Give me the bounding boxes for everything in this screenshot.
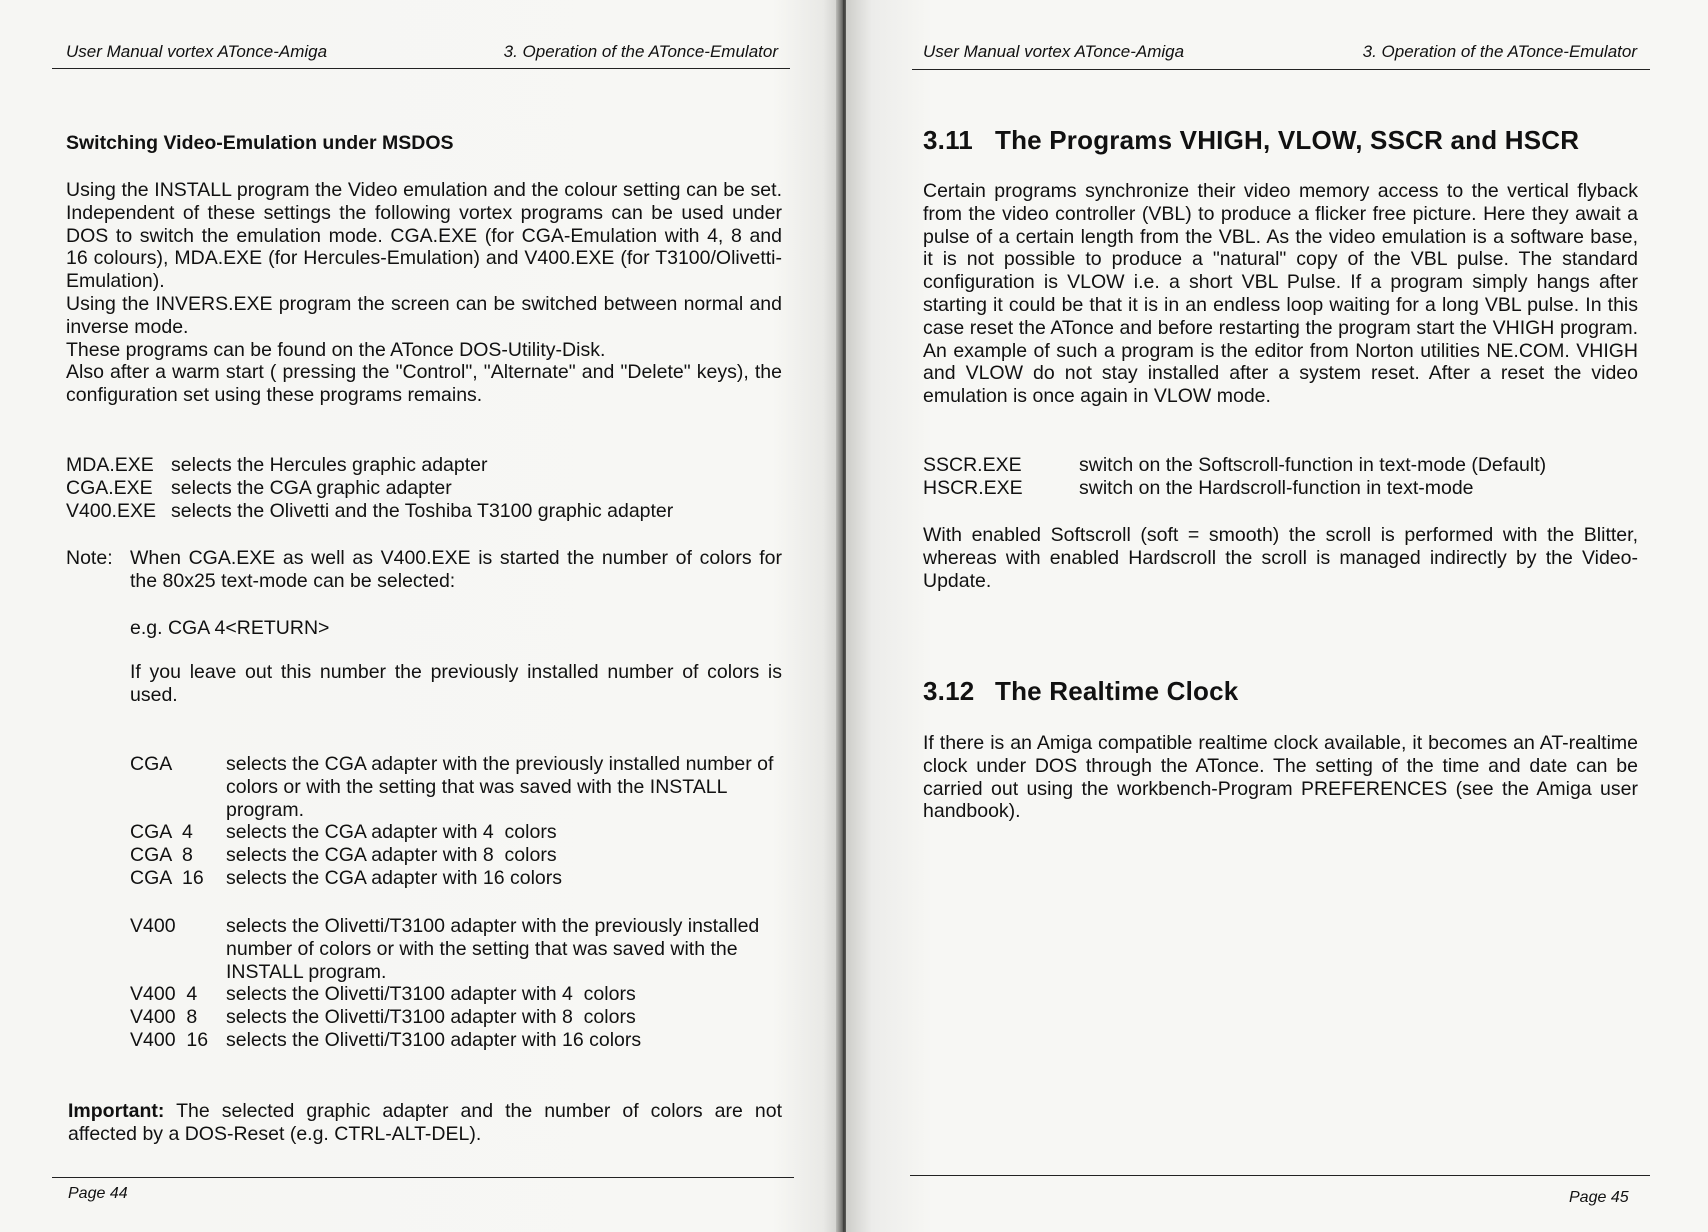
important-label: Important: bbox=[68, 1100, 165, 1122]
list-item bbox=[130, 821, 780, 844]
note-label: Note: bbox=[66, 547, 113, 569]
section-number: 3.12 bbox=[923, 676, 975, 706]
section-heading bbox=[923, 125, 1579, 156]
leave-out-text bbox=[130, 661, 782, 707]
important-text: The selected graphic adapter and the number of colors are not affected by a DOS-Reset (e.g. CTRL-ALT-DEL). bbox=[68, 1100, 782, 1145]
program-name: HSCR.EXE bbox=[923, 476, 1023, 499]
page-number: Page 45 bbox=[1569, 1189, 1629, 1206]
program-name: SSCR.EXE bbox=[923, 454, 1022, 476]
intro-text bbox=[66, 179, 782, 407]
list-item bbox=[130, 1006, 780, 1029]
program-name: MDA.EXE bbox=[66, 454, 154, 476]
command: CGA 16 bbox=[130, 866, 204, 889]
header-rule bbox=[52, 68, 790, 69]
section-312-text bbox=[923, 732, 1638, 823]
note-row bbox=[66, 547, 782, 593]
header-chapter-title: 3. Operation of the ATonce-Emulator bbox=[1362, 42, 1637, 61]
command: CGA 8 bbox=[130, 844, 193, 867]
list-item bbox=[923, 454, 1638, 477]
program-desc: switch on the Hardscroll-function in text-mode bbox=[1079, 476, 1474, 499]
program-name: V400.EXE bbox=[66, 499, 156, 522]
section-number: 3.11 bbox=[923, 125, 973, 155]
cga-options bbox=[130, 753, 780, 890]
command-desc: selects the Olivetti/T3100 adapter with 8 colors bbox=[226, 1006, 636, 1029]
header-chapter-title: 3. Operation of the ATonce-Emulator bbox=[503, 42, 778, 61]
note-text: When CGA.EXE as well as V400.EXE is started the number of colors for the 80x25 text-mode can be selected: bbox=[130, 547, 782, 592]
right-page bbox=[846, 0, 1708, 1232]
paragraph bbox=[68, 1100, 782, 1146]
paragraph: Using the INVERS.EXE program the screen can be switched between normal and inverse mode. bbox=[66, 292, 782, 338]
important-note bbox=[68, 1100, 782, 1146]
section-title: The Realtime Clock bbox=[995, 676, 1239, 706]
section-311-text bbox=[923, 180, 1638, 408]
list-item bbox=[130, 844, 780, 867]
list-item bbox=[130, 1029, 780, 1052]
left-page bbox=[0, 0, 840, 1232]
right-page-header bbox=[923, 38, 1637, 62]
program-desc: switch on the Softscroll-function in text-mode (Default) bbox=[1079, 454, 1547, 476]
program-name: CGA.EXE bbox=[66, 476, 153, 499]
example-text: e.g. CGA 4<RETURN> bbox=[130, 617, 330, 639]
list-item bbox=[130, 753, 780, 821]
v400-options bbox=[130, 915, 780, 1052]
command-desc: selects the CGA adapter with 16 colors bbox=[226, 866, 563, 889]
paragraph: Also after a warm start ( pressing the "Control", "Alternate" and "Delete" keys), the configuration set using these programs remains. bbox=[66, 361, 782, 407]
command-desc: selects the Olivetti/T3100 adapter with the previously installed number of colors or with the setting that was saved with the INSTALL program. bbox=[226, 915, 760, 983]
list-item bbox=[66, 500, 782, 523]
list-item bbox=[66, 477, 782, 500]
list-item bbox=[66, 454, 782, 477]
note-block bbox=[66, 547, 782, 593]
command-desc: selects the CGA adapter with the previously installed number of colors or with the setting that was saved with the INSTALL program. bbox=[226, 753, 774, 821]
page-number: Page 44 bbox=[68, 1185, 128, 1202]
list-item bbox=[130, 983, 780, 1006]
section-heading bbox=[923, 676, 1238, 707]
header-manual-title: User Manual vortex ATonce-Amiga bbox=[66, 42, 328, 61]
footer-rule bbox=[52, 1177, 794, 1178]
list-item bbox=[130, 867, 780, 890]
paragraph: If there is an Amiga compatible realtime clock available, it becomes an AT-realtime clock under DOS through the ATonce. The setting of the time and date can be carried out using the workbench-Program PREFERENCES (see the Amiga user handbook). bbox=[923, 732, 1638, 823]
command: V400 bbox=[130, 915, 176, 937]
paragraph: Certain programs synchronize their video memory access to the vertical flyback from the video controller (VBL) to produce a flicker free picture. Here they await a pulse of a certain length from the VBL. As the video emulation is a software base, it is not possible to produce a "natural" copy of the VBL pulse. The standard configuration is VLOW i.e. a short VBL Pulse. If a program simply hangs after starting it could be that it is in an endless loop waiting for a long VBL pulse. In this case reset the ATonce and before restarting the program start the VHIGH program. An example of such a program is the editor from Norton utilities NE.COM. VHIGH and VLOW do not stay installed after a system reset. After a reset the video emulation is once again in VLOW mode. bbox=[923, 180, 1638, 408]
header-manual-title: User Manual vortex ATonce-Amiga bbox=[923, 42, 1185, 61]
scroll-program-list bbox=[923, 454, 1638, 500]
subheading: Switching Video-Emulation under MSDOS bbox=[66, 132, 454, 154]
command: V400 8 bbox=[130, 1006, 198, 1029]
command: CGA 4 bbox=[130, 821, 193, 844]
program-list bbox=[66, 454, 782, 522]
section-title: The Programs VHIGH, VLOW, SSCR and HSCR bbox=[995, 125, 1580, 155]
command: V400 4 bbox=[130, 983, 198, 1006]
scroll-text bbox=[923, 524, 1638, 592]
list-item bbox=[923, 477, 1638, 500]
paragraph: With enabled Softscroll (soft = smooth) the scroll is performed with the Blitter, whereas with enabled Hardscroll the scroll is managed indirectly by the Video-Update. bbox=[923, 524, 1638, 592]
command: V400 16 bbox=[130, 1028, 209, 1051]
left-page-header bbox=[66, 38, 778, 62]
command-desc: selects the Olivetti/T3100 adapter with 16 colors bbox=[226, 1028, 642, 1051]
command-desc: selects the CGA adapter with 4 colors bbox=[226, 821, 557, 844]
program-desc: selects the Olivetti and the Toshiba T3100 graphic adapter bbox=[171, 499, 674, 522]
footer-rule bbox=[910, 1175, 1650, 1176]
program-desc: selects the Hercules graphic adapter bbox=[171, 454, 488, 476]
list-item bbox=[130, 915, 780, 983]
paragraph: Using the INSTALL program the Video emulation and the colour setting can be set. Independent of these settings the following vortex programs can be used under DOS to switch the emulation mode. CGA.EXE (for CGA-Emulation with 4, 8 and 16 colours), MDA.EXE (for Hercules-Emulation) and V400.EXE (for T3100/Olivetti-Emulation). bbox=[66, 179, 782, 293]
header-rule bbox=[912, 69, 1650, 70]
paragraph: If you leave out this number the previously installed number of colors is used. bbox=[130, 661, 782, 706]
program-desc: selects the CGA graphic adapter bbox=[171, 476, 452, 499]
command-desc: selects the CGA adapter with 8 colors bbox=[226, 844, 557, 867]
paragraph: These programs can be found on the ATonce DOS-Utility-Disk. bbox=[66, 338, 606, 361]
command: CGA bbox=[130, 753, 173, 775]
command-desc: selects the Olivetti/T3100 adapter with 4 colors bbox=[226, 983, 636, 1006]
